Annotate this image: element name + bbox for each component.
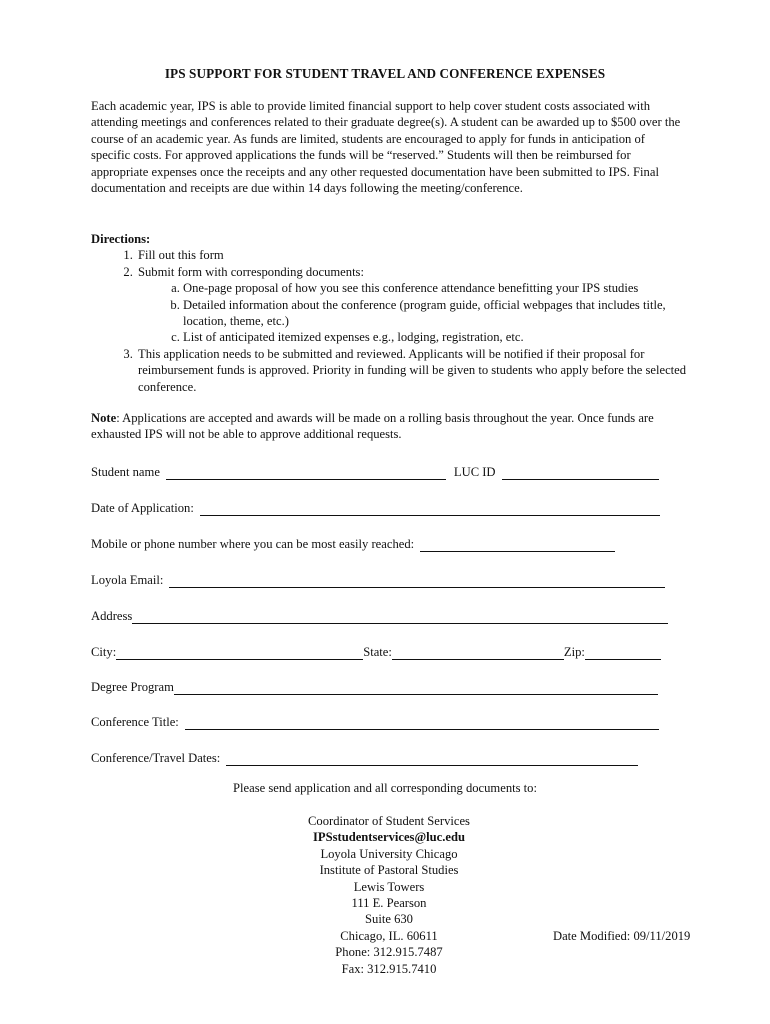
- zip-field[interactable]: [585, 645, 661, 660]
- direction-substeps: [138, 280, 691, 346]
- student-name-field[interactable]: [166, 465, 446, 480]
- date-of-application-field[interactable]: [200, 501, 660, 516]
- contact-suite: Suite 630: [365, 912, 413, 927]
- student-name-label: Student name: [91, 465, 160, 479]
- note-label: Note: [91, 411, 117, 425]
- intro-paragraph: Each academic year, IPS is able to provide limited financial support to help cover student costs associated with attending meetings and conferences related to their graduate degree(s). A student can be awarded up to $500 over the course of an academic year. As funds are limited, students are encouraged to apply for funds in anticipation of specific costs. For approved applications the funds will be “reserved.” Students will then be reimbursed for appropriate expenses once the receipts and any other requested documentation have been submitted to IPS. Final documentation and receipts are due within 14 days following the meeting/conference.: [91, 99, 681, 196]
- phone-field[interactable]: [420, 537, 615, 552]
- luc-id-label: LUC ID: [453, 465, 496, 479]
- phone-label: Mobile or phone number where you can be most easily reached:: [91, 537, 415, 551]
- email-row: [91, 568, 665, 588]
- direction-substep-a-text: One-page proposal of how you see this conference attendance benefitting your IPS studies: [183, 281, 639, 296]
- degree-program-row: [91, 675, 658, 695]
- conference-dates-field[interactable]: [226, 751, 638, 766]
- date-of-application-row: [91, 496, 660, 516]
- luc-id-field[interactable]: [502, 465, 659, 480]
- degree-program-field[interactable]: [174, 680, 658, 695]
- contact-city: Chicago, IL. 60611: [340, 928, 438, 943]
- contact-role: Coordinator of Student Services: [308, 814, 470, 828]
- direction-substep-b-text: Detailed information about the conference (program guide, official webpages that includes title, location, theme, etc.): [183, 297, 666, 329]
- contact-street: 111 E. Pearson: [351, 896, 427, 911]
- direction-step-2-text: Submit form with corresponding documents:: [138, 264, 364, 279]
- address-label: Address: [91, 609, 133, 623]
- address-row: [91, 604, 668, 624]
- contact-address-block: [249, 813, 529, 977]
- contact-fax: Fax: 312.915.7410: [341, 961, 437, 976]
- note-paragraph: [91, 410, 683, 443]
- state-label: State:: [363, 645, 392, 659]
- state-field[interactable]: [392, 645, 564, 660]
- phone-row: [91, 532, 615, 552]
- conference-dates-row: [91, 746, 638, 766]
- direction-step-2: [136, 264, 691, 346]
- directions-list: [91, 247, 691, 395]
- form-title: IPS SUPPORT FOR STUDENT TRAVEL AND CONFERENCE EXPENSES: [164, 66, 606, 81]
- direction-substep-c: [183, 329, 691, 345]
- direction-substep-b: [183, 297, 691, 330]
- direction-step-1-text: Fill out this form: [138, 248, 224, 263]
- conference-title-label: Conference Title:: [91, 715, 179, 729]
- city-field[interactable]: [116, 645, 363, 660]
- student-name-row: [91, 460, 659, 480]
- city-label: City:: [91, 645, 117, 659]
- direction-step-3: [136, 346, 691, 395]
- contact-email-link[interactable]: IPSstudentservices@luc.edu: [313, 830, 465, 845]
- zip-label: Zip:: [563, 645, 585, 659]
- degree-program-label: Degree Program: [91, 680, 174, 694]
- conference-title-row: [91, 710, 659, 730]
- contact-institute: Institute of Pastoral Studies: [319, 863, 459, 878]
- direction-substep-a: [183, 280, 691, 296]
- email-field[interactable]: [169, 573, 665, 588]
- conference-dates-label: Conference/Travel Dates:: [91, 751, 221, 765]
- date-of-application-label: Date of Application:: [91, 501, 194, 515]
- email-label: Loyola Email:: [91, 573, 164, 587]
- contact-building: Lewis Towers: [353, 879, 425, 894]
- direction-substep-c-text: List of anticipated itemized expenses e.g., lodging, registration, etc.: [183, 330, 524, 345]
- directions-section: [91, 231, 691, 395]
- contact-phone: Phone: 312.915.7487: [335, 945, 443, 960]
- note-text: : Applications are accepted and awards will be made on a rolling basis throughout the year. Once funds are exhausted IPS will not be able to approve additional requests.: [91, 411, 654, 442]
- direction-step-1: [136, 247, 691, 263]
- send-instructions: Please send application and all corresponding documents to:: [233, 781, 537, 795]
- contact-university: Loyola University Chicago: [320, 846, 458, 861]
- conference-title-field[interactable]: [185, 715, 659, 730]
- date-modified: Date Modified: 09/11/2019: [553, 929, 691, 943]
- address-field[interactable]: [132, 609, 668, 624]
- direction-step-3-text: This application needs to be submitted and reviewed. Applicants will be notified if their proposal for reimbursement funds is approved. Priority in funding will be given to students who apply before the selected conference.: [138, 346, 687, 394]
- city-state-zip-row: [91, 640, 661, 660]
- directions-heading: Directions:: [91, 232, 151, 246]
